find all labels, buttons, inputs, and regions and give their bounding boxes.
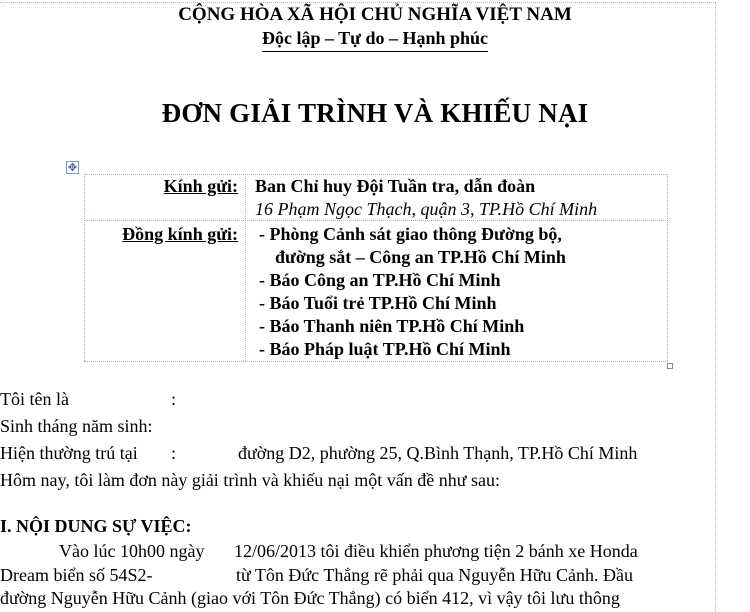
dob-label: Sinh tháng năm sinh:: [0, 416, 153, 436]
to-address: 16 Phạm Ngọc Thạch, quận 3, TP.Hồ Chí Minh: [255, 199, 598, 219]
paragraph-text: 12/06/2013 tôi điều khiển phương tiện 2 bánh xe Honda: [234, 541, 638, 561]
document-title: ĐƠN GIẢI TRÌNH VÀ KHIẾU NẠI: [161, 98, 589, 128]
section-heading: I. NỘI DUNG SỰ VIỆC:: [0, 516, 192, 536]
table-gridline: [84, 174, 85, 361]
table-gridline: [84, 361, 668, 362]
name-colon: :: [171, 389, 177, 409]
move-cross-icon: ✥: [67, 161, 78, 174]
residence-label: Hiện thường trú tại: [0, 443, 138, 463]
cc-item: - Báo Tuổi trẻ TP.Hồ Chí Minh: [259, 293, 497, 313]
residence-colon: :: [171, 443, 177, 463]
cc-item: - Báo Pháp luật TP.Hồ Chí Minh: [259, 339, 511, 359]
paragraph-text: Vào lúc 10h00 ngày: [59, 541, 205, 561]
table-move-handle[interactable]: [66, 161, 79, 174]
table-gridline: [245, 174, 246, 361]
table-gridline: [84, 174, 668, 175]
cc-item: - Phòng Cảnh sát giao thông Đường bộ,: [259, 224, 562, 244]
cc-item: - Báo Công an TP.Hồ Chí Minh: [259, 270, 501, 290]
to-recipient: Ban Chỉ huy Đội Tuần tra, dẫn đoàn: [255, 176, 536, 196]
national-title: CỘNG HÒA XÃ HỘI CHỦ NGHĨA VIỆT NAM: [178, 4, 572, 25]
paragraph-text: từ Tôn Đức Thắng rẽ phải qua Nguyễn Hữu Cảnh. Đầu: [236, 565, 634, 585]
to-label: Kính gửi:: [163, 176, 238, 196]
name-label: Tôi tên là: [0, 389, 69, 409]
table-resize-handle[interactable]: [667, 363, 673, 369]
cc-item: đường sắt – Công an TP.Hồ Chí Minh: [275, 247, 566, 267]
paragraph-text: Dream biển số 54S2-: [0, 565, 153, 585]
national-motto: [0, 28, 750, 52]
motto-text: Độc lập – Tự do – Hạnh phúc: [262, 28, 488, 52]
table-gridline: [84, 220, 668, 221]
residence-value: đường D2, phường 25, Q.Bình Thạnh, TP.Hồ Chí Minh: [238, 443, 638, 463]
paragraph-text: đường Nguyễn Hữu Cảnh (giao với Tôn Đức Thắng) có biển 412, vì vậy tôi lưu thông: [0, 588, 620, 608]
cc-item: - Báo Thanh niên TP.Hồ Chí Minh: [259, 316, 525, 336]
intro-text: Hôm nay, tôi làm đơn này giải trình và khiếu nại một vấn đề như sau:: [0, 470, 501, 490]
cc-label: Đồng kính gửi:: [122, 224, 238, 244]
table-gridline: [667, 174, 668, 361]
